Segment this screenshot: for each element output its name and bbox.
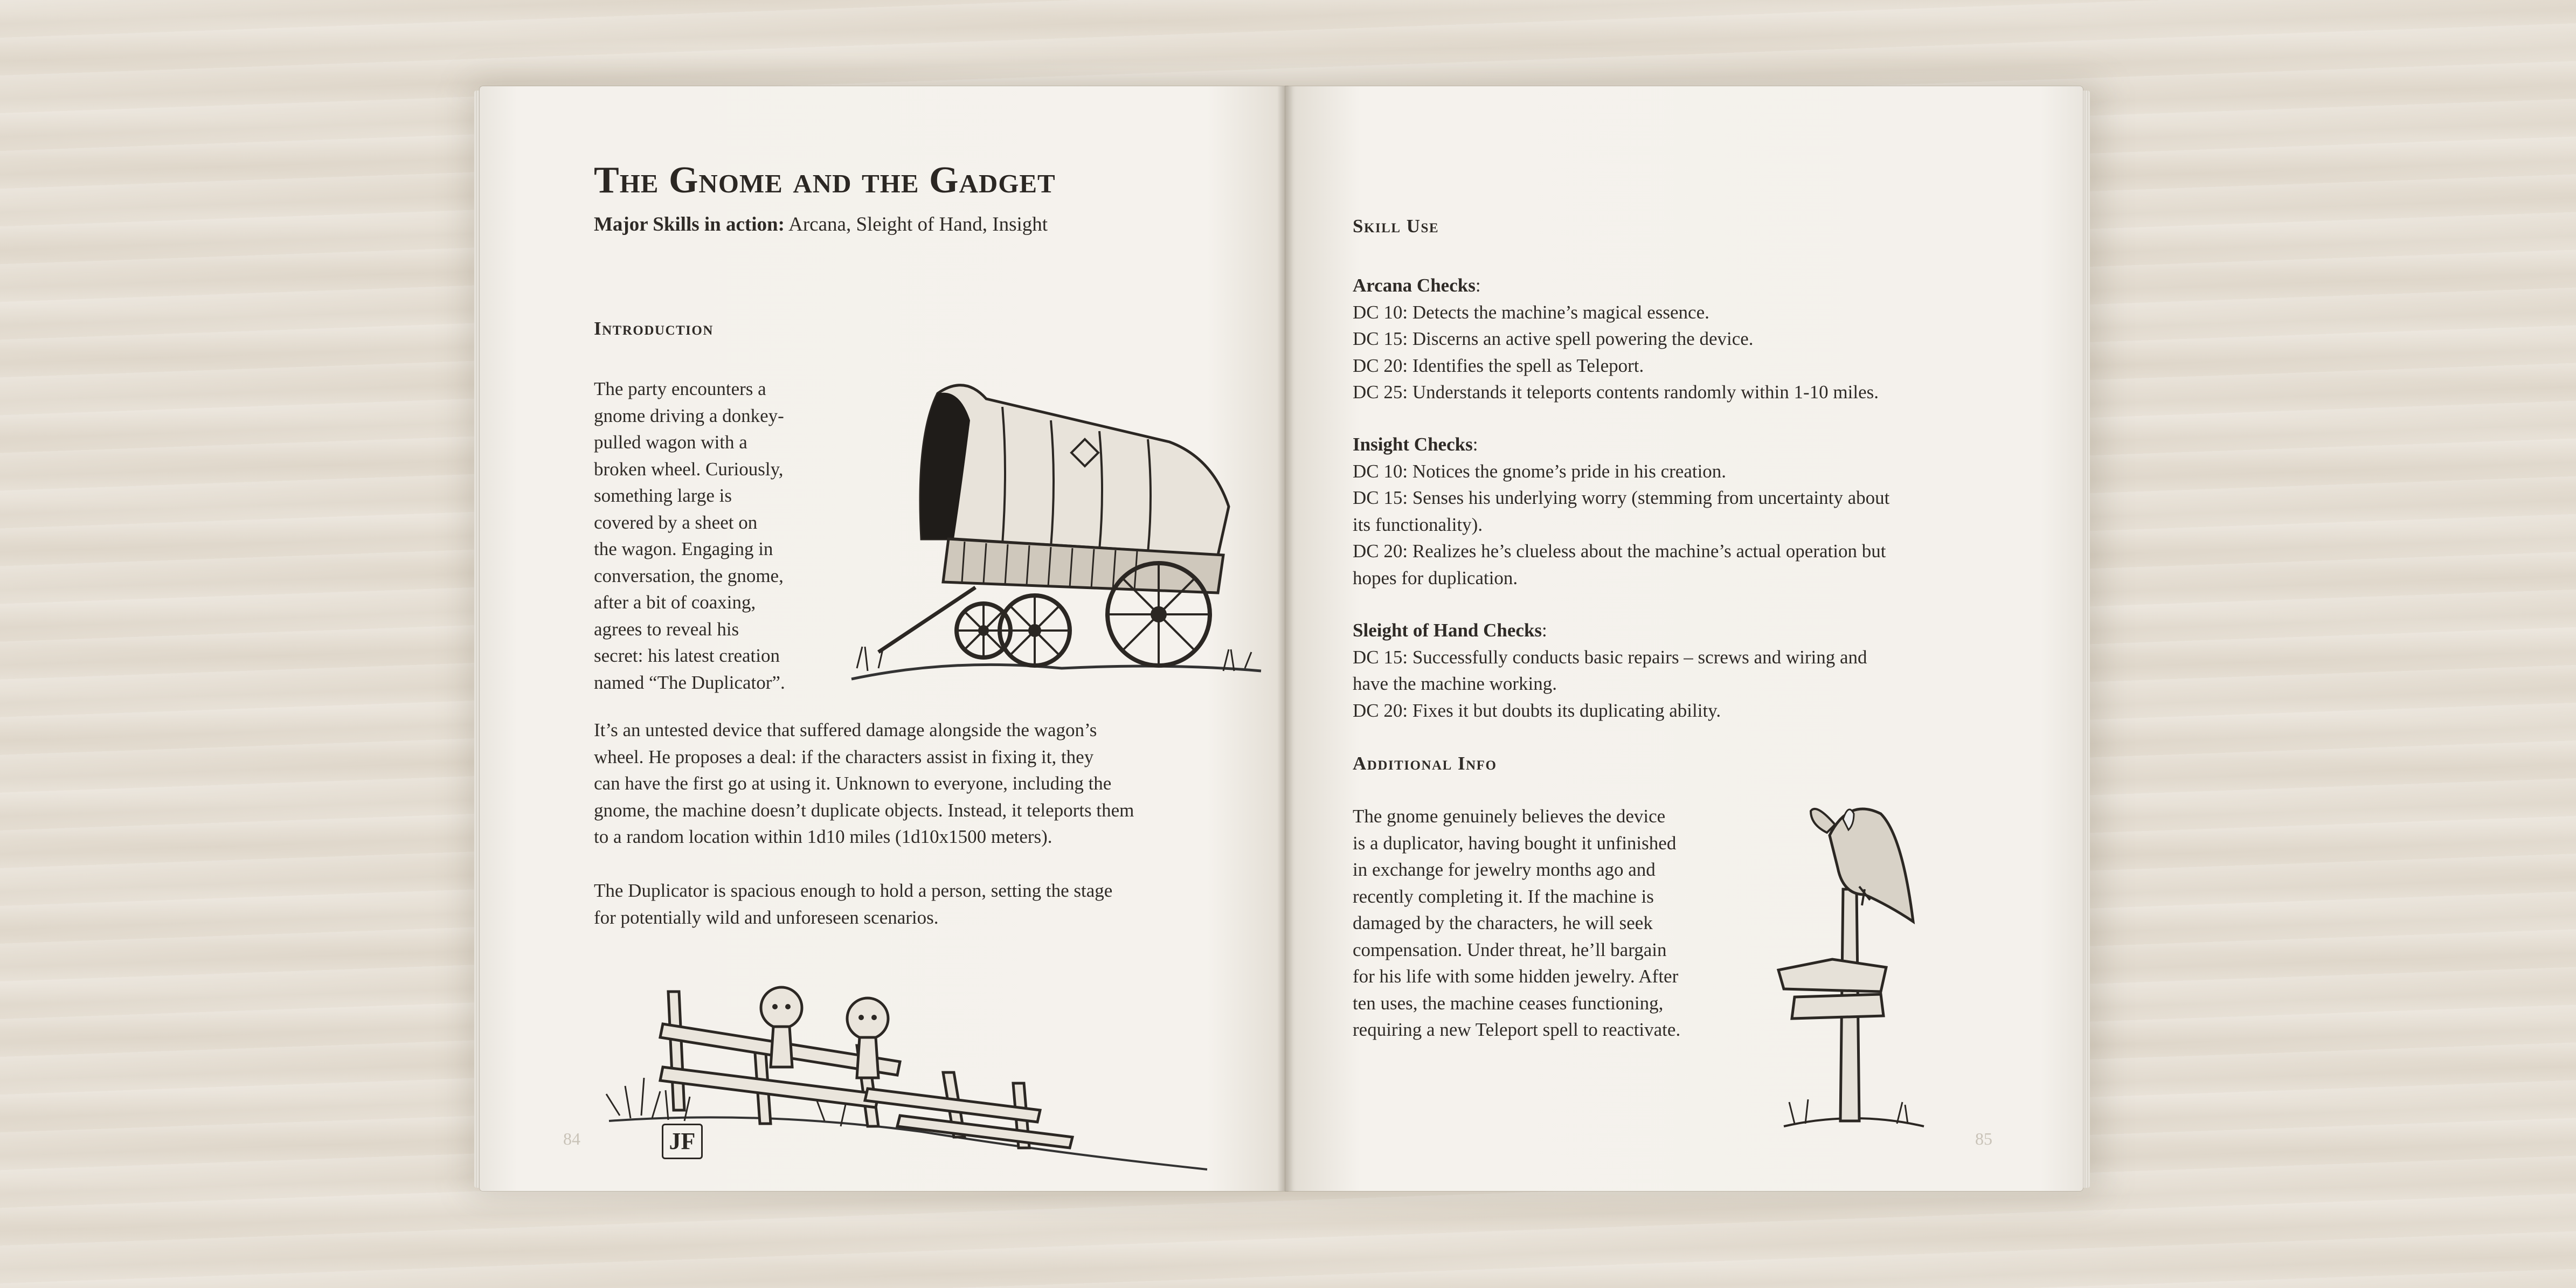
deal-line: to a random location within 1d10 miles (1d10x1500 meters). [594, 826, 1052, 847]
additional-info-line: for his life with some hidden jewelry. After [1353, 966, 1679, 987]
covered-wagon-illustration [846, 377, 1266, 690]
intro-line: something large is [594, 485, 732, 506]
additional-info-line: The gnome genuinely believes the device [1353, 806, 1666, 827]
additional-info-paragraph [1353, 803, 1680, 1043]
duplicator-paragraph [594, 877, 1112, 931]
additional-info-line: is a duplicator, having bought it unfinished [1353, 832, 1677, 854]
arcana-checks-label: Arcana Checks [1353, 275, 1476, 296]
intro-line: named “The Duplicator”. [594, 671, 785, 693]
additional-info-line: recently completing it. If the machine is [1353, 885, 1654, 907]
intro-line: pulled wagon with a [594, 432, 747, 453]
page-number-left: 84 [563, 1129, 580, 1148]
insight-check-line: DC 20: Realizes he’s clueless about the machine’s actual operation but [1353, 541, 1886, 562]
sleight-checks-section: Sleight of Hand Checks: DC 15: Successfully conducts basic repairs – screws and wiring and have the machine working. DC 20: Fixes it but doubts its duplicating ability. [1353, 617, 1867, 724]
sleight-check-line: DC 15: Successfully conducts basic repairs – screws and wiring and [1353, 646, 1867, 668]
intro-line: conversation, the gnome, [594, 565, 784, 586]
additional-info-line: requiring a new Teleport spell to reactivate. [1353, 1019, 1681, 1040]
intro-line: broken wheel. Curiously, [594, 458, 784, 480]
intro-line: The party encounters a [594, 378, 766, 399]
intro-line: the wagon. Engaging in [594, 538, 773, 559]
sleight-check-line: have the machine working. [1353, 673, 1557, 694]
book-gutter [1277, 86, 1293, 1191]
deal-line: can have the first go at using it. Unknown to everyone, including the [594, 773, 1112, 794]
duplicator-line: The Duplicator is spacious enough to hold a person, setting the stage [594, 880, 1113, 901]
introduction-heading: Introduction [594, 318, 714, 339]
arcana-check-line: DC 20: Identifies the spell as Teleport. [1353, 355, 1644, 376]
arcana-check-line: DC 10: Detects the machine’s magical essence. [1353, 301, 1709, 323]
additional-info-heading: Additional Info [1353, 753, 1497, 774]
artist-signature: JF [662, 1124, 703, 1159]
insight-checks-section: Insight Checks: DC 10: Notices the gnome’s pride in his creation. DC 15: Senses his underlying worry (stemming from uncertainty about its functionality). DC 20: Realizes he’s clueless about the machine’s actual operation but hopes for duplication. [1353, 431, 1889, 591]
sleight-checks-label: Sleight of Hand Checks [1353, 620, 1542, 641]
sleight-check-line: DC 20: Fixes it but doubts its duplicating ability. [1353, 700, 1721, 721]
arcana-checks-section: Arcana Checks: DC 10: Detects the machine’s magical essence. DC 15: Discerns an active spell powering the device. DC 20: Identifies the spell as Teleport. DC 25: Understands it teleports contents randomly within 1-10 miles. [1353, 272, 1879, 406]
intro-line: gnome driving a donkey- [594, 405, 784, 426]
skill-use-heading: Skill Use [1353, 216, 1439, 237]
intro-line: covered by a sheet on [594, 511, 758, 533]
duplicator-line: for potentially wild and unforeseen scenarios. [594, 906, 939, 928]
arcana-check-line: DC 15: Discerns an active spell powering the device. [1353, 328, 1754, 349]
intro-line: secret: his latest creation [594, 645, 780, 666]
insight-checks-label: Insight Checks [1353, 434, 1473, 455]
insight-check-line: DC 10: Notices the gnome’s pride in his creation. [1353, 460, 1727, 482]
intro-line: after a bit of coaxing, [594, 592, 756, 613]
deal-line: It’s an untested device that suffered damage alongside the wagon’s [594, 719, 1097, 740]
deal-line: gnome, the machine doesn’t duplicate objects. Instead, it teleports them [594, 799, 1134, 821]
subtitle-label: Major Skills in action: [594, 213, 785, 236]
insight-check-line: DC 15: Senses his underlying worry (stemming from uncertainty about [1353, 487, 1890, 508]
vulture-signpost-illustration [1773, 792, 1935, 1137]
insight-check-line: its functionality). [1353, 514, 1483, 535]
additional-info-line: damaged by the characters, he will seek [1353, 912, 1653, 933]
deal-line: wheel. He proposes a deal: if the characters assist in fixing it, they [594, 746, 1094, 767]
page-subtitle [594, 213, 1048, 236]
insight-check-line: hopes for duplication. [1353, 567, 1518, 588]
subtitle-value: Arcana, Sleight of Hand, Insight [784, 213, 1048, 236]
page-title: The Gnome and the Gadget [594, 160, 1056, 201]
arcana-check-line: DC 25: Understands it teleports contents randomly within 1-10 miles. [1353, 382, 1879, 403]
additional-info-line: compensation. Under threat, he’ll bargain [1353, 939, 1667, 960]
intro-paragraph [594, 376, 785, 696]
intro-line: agrees to reveal his [594, 618, 739, 640]
page-number-right: 85 [1975, 1129, 1992, 1148]
deal-paragraph [594, 717, 1134, 850]
additional-info-line: ten uses, the machine ceases functioning, [1353, 992, 1664, 1014]
additional-info-line: in exchange for jewelry months ago and [1353, 859, 1656, 880]
